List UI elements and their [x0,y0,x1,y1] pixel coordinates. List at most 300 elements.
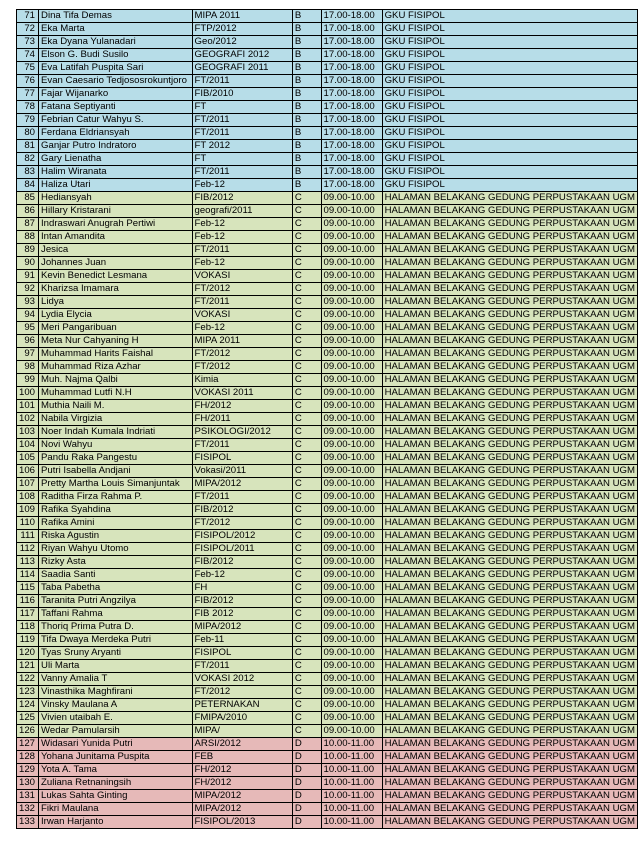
location-cell: GKU FISIPOL [382,179,637,192]
row-number-cell: 118 [17,621,39,634]
group-cell: B [292,101,321,114]
row-number-cell: 82 [17,153,39,166]
table-row [17,101,638,114]
group-cell: C [292,231,321,244]
location-cell: HALAMAN BELAKANG GEDUNG PERPUSTAKAAN UGM [382,803,637,816]
row-number-cell: 91 [17,270,39,283]
row-number-cell: 111 [17,530,39,543]
time-cell: 10.00-11.00 [321,738,382,751]
group-cell: C [292,465,321,478]
faculty-year-cell: FT 2012 [192,140,292,153]
faculty-year-cell: VOKASI 2011 [192,387,292,400]
table-row [17,413,638,426]
group-cell: B [292,114,321,127]
location-cell: HALAMAN BELAKANG GEDUNG PERPUSTAKAAN UGM [382,790,637,803]
group-cell: C [292,439,321,452]
row-number-cell: 106 [17,465,39,478]
time-cell: 09.00-10.00 [321,257,382,270]
location-cell: HALAMAN BELAKANG GEDUNG PERPUSTAKAAN UGM [382,595,637,608]
participant-table [16,9,638,829]
name-cell: Hillary Kristarani [39,205,193,218]
time-cell: 09.00-10.00 [321,296,382,309]
name-cell: Ganjar Putro Indratoro [39,140,193,153]
time-cell: 09.00-10.00 [321,426,382,439]
time-cell: 10.00-11.00 [321,816,382,829]
group-cell: D [292,764,321,777]
location-cell: GKU FISIPOL [382,166,637,179]
faculty-year-cell: ARSI/2012 [192,738,292,751]
time-cell: 09.00-10.00 [321,491,382,504]
time-cell: 17.00-18.00 [321,75,382,88]
name-cell: Rafika Amini [39,517,193,530]
name-cell: Fajar Wijanarko [39,88,193,101]
row-number-cell: 80 [17,127,39,140]
location-cell: HALAMAN BELAKANG GEDUNG PERPUSTAKAAN UGM [382,530,637,543]
location-cell: HALAMAN BELAKANG GEDUNG PERPUSTAKAAN UGM [382,361,637,374]
table-row [17,387,638,400]
row-number-cell: 112 [17,543,39,556]
location-cell: GKU FISIPOL [382,75,637,88]
table-row [17,296,638,309]
faculty-year-cell: Feb-12 [192,231,292,244]
group-cell: C [292,452,321,465]
group-cell: C [292,647,321,660]
location-cell: HALAMAN BELAKANG GEDUNG PERPUSTAKAAN UGM [382,738,637,751]
location-cell: HALAMAN BELAKANG GEDUNG PERPUSTAKAAN UGM [382,296,637,309]
row-number-cell: 125 [17,712,39,725]
table-row [17,660,638,673]
location-cell: HALAMAN BELAKANG GEDUNG PERPUSTAKAAN UGM [382,231,637,244]
location-cell: HALAMAN BELAKANG GEDUNG PERPUSTAKAAN UGM [382,374,637,387]
name-cell: Lidya [39,296,193,309]
location-cell: HALAMAN BELAKANG GEDUNG PERPUSTAKAAN UGM [382,673,637,686]
row-number-cell: 110 [17,517,39,530]
row-number-cell: 130 [17,777,39,790]
table-row [17,23,638,36]
table-row [17,816,638,829]
location-cell: HALAMAN BELAKANG GEDUNG PERPUSTAKAAN UGM [382,205,637,218]
faculty-year-cell: Feb-12 [192,322,292,335]
time-cell: 09.00-10.00 [321,647,382,660]
table-row [17,231,638,244]
table-row [17,179,638,192]
group-cell: B [292,23,321,36]
location-cell: HALAMAN BELAKANG GEDUNG PERPUSTAKAAN UGM [382,192,637,205]
group-cell: C [292,257,321,270]
group-cell: C [292,530,321,543]
name-cell: Taffani Rahma [39,608,193,621]
group-cell: D [292,751,321,764]
name-cell: Intan Amandita [39,231,193,244]
row-number-cell: 84 [17,179,39,192]
group-cell: C [292,712,321,725]
group-cell: C [292,608,321,621]
time-cell: 09.00-10.00 [321,374,382,387]
time-cell: 10.00-11.00 [321,764,382,777]
faculty-year-cell: FIB/2012 [192,556,292,569]
faculty-year-cell: FT/2011 [192,491,292,504]
row-number-cell: 88 [17,231,39,244]
location-cell: HALAMAN BELAKANG GEDUNG PERPUSTAKAAN UGM [382,426,637,439]
faculty-year-cell: FT/2011 [192,166,292,179]
location-cell: HALAMAN BELAKANG GEDUNG PERPUSTAKAAN UGM [382,517,637,530]
group-cell: B [292,49,321,62]
faculty-year-cell: Feb-12 [192,257,292,270]
time-cell: 10.00-11.00 [321,777,382,790]
group-cell: B [292,36,321,49]
name-cell: Kevin Benedict Lesmana [39,270,193,283]
faculty-year-cell: VOKASI 2012 [192,673,292,686]
location-cell: HALAMAN BELAKANG GEDUNG PERPUSTAKAAN UGM [382,452,637,465]
group-cell: C [292,569,321,582]
faculty-year-cell: FT/2011 [192,439,292,452]
time-cell: 09.00-10.00 [321,673,382,686]
table-row [17,530,638,543]
row-number-cell: 79 [17,114,39,127]
name-cell: Muh. Najma Qalbi [39,374,193,387]
faculty-year-cell: VOKASI [192,309,292,322]
row-number-cell: 107 [17,478,39,491]
table-row [17,36,638,49]
location-cell: GKU FISIPOL [382,88,637,101]
location-cell: HALAMAN BELAKANG GEDUNG PERPUSTAKAAN UGM [382,244,637,257]
time-cell: 17.00-18.00 [321,10,382,23]
faculty-year-cell: MIPA/2012 [192,478,292,491]
row-number-cell: 128 [17,751,39,764]
time-cell: 09.00-10.00 [321,283,382,296]
faculty-year-cell: FT/2011 [192,127,292,140]
location-cell: HALAMAN BELAKANG GEDUNG PERPUSTAKAAN UGM [382,283,637,296]
time-cell: 09.00-10.00 [321,335,382,348]
name-cell: Vinsky Maulana A [39,699,193,712]
row-number-cell: 98 [17,361,39,374]
faculty-year-cell: FT/2012 [192,517,292,530]
name-cell: Yota A. Tama [39,764,193,777]
group-cell: C [292,244,321,257]
faculty-year-cell: GEOGRAFI 2012 [192,49,292,62]
time-cell: 09.00-10.00 [321,699,382,712]
table-row [17,751,638,764]
location-cell: HALAMAN BELAKANG GEDUNG PERPUSTAKAAN UGM [382,439,637,452]
location-cell: GKU FISIPOL [382,101,637,114]
name-cell: Johannes Juan [39,257,193,270]
faculty-year-cell: FT [192,153,292,166]
location-cell: HALAMAN BELAKANG GEDUNG PERPUSTAKAAN UGM [382,699,637,712]
table-row [17,673,638,686]
row-number-cell: 115 [17,582,39,595]
group-cell: C [292,205,321,218]
faculty-year-cell: FT/2011 [192,244,292,257]
name-cell: Novi Wahyu [39,439,193,452]
row-number-cell: 101 [17,400,39,413]
table-row [17,491,638,504]
group-cell: B [292,75,321,88]
row-number-cell: 123 [17,686,39,699]
group-cell: D [292,738,321,751]
location-cell: HALAMAN BELAKANG GEDUNG PERPUSTAKAAN UGM [382,491,637,504]
time-cell: 09.00-10.00 [321,634,382,647]
time-cell: 09.00-10.00 [321,465,382,478]
row-number-cell: 81 [17,140,39,153]
table-row [17,426,638,439]
group-cell: C [292,582,321,595]
time-cell: 17.00-18.00 [321,114,382,127]
group-cell: C [292,413,321,426]
row-number-cell: 122 [17,673,39,686]
faculty-year-cell: FT/2011 [192,75,292,88]
time-cell: 09.00-10.00 [321,218,382,231]
time-cell: 09.00-10.00 [321,400,382,413]
group-cell: C [292,309,321,322]
group-cell: C [292,504,321,517]
name-cell: Pretty Martha Louis Simanjuntak [39,478,193,491]
time-cell: 09.00-10.00 [321,322,382,335]
time-cell: 09.00-10.00 [321,413,382,426]
table-row [17,478,638,491]
group-cell: C [292,491,321,504]
row-number-cell: 74 [17,49,39,62]
faculty-year-cell: FH/2012 [192,777,292,790]
row-number-cell: 131 [17,790,39,803]
faculty-year-cell: FIB 2012 [192,608,292,621]
table-row [17,790,638,803]
faculty-year-cell: FH/2011 [192,413,292,426]
table-row [17,803,638,816]
row-number-cell: 133 [17,816,39,829]
name-cell: Muhammad Lutfi N.H [39,387,193,400]
group-cell: C [292,543,321,556]
location-cell: HALAMAN BELAKANG GEDUNG PERPUSTAKAAN UGM [382,309,637,322]
time-cell: 09.00-10.00 [321,478,382,491]
name-cell: Widasari Yunida Putri [39,738,193,751]
time-cell: 10.00-11.00 [321,751,382,764]
location-cell: GKU FISIPOL [382,127,637,140]
group-cell: B [292,140,321,153]
group-cell: B [292,153,321,166]
group-cell: B [292,62,321,75]
name-cell: Riska Agustin [39,530,193,543]
table-row [17,257,638,270]
name-cell: Haliza Utari [39,179,193,192]
time-cell: 09.00-10.00 [321,439,382,452]
location-cell: HALAMAN BELAKANG GEDUNG PERPUSTAKAAN UGM [382,556,637,569]
faculty-year-cell: MIPA/2012 [192,621,292,634]
name-cell: Muthia Naili M. [39,400,193,413]
faculty-year-cell: MIPA/2012 [192,803,292,816]
row-number-cell: 72 [17,23,39,36]
faculty-year-cell: MIPA 2011 [192,335,292,348]
location-cell: HALAMAN BELAKANG GEDUNG PERPUSTAKAAN UGM [382,634,637,647]
row-number-cell: 113 [17,556,39,569]
table-row [17,634,638,647]
row-number-cell: 132 [17,803,39,816]
location-cell: GKU FISIPOL [382,153,637,166]
group-cell: C [292,621,321,634]
name-cell: Muhammad Riza Azhar [39,361,193,374]
location-cell: GKU FISIPOL [382,114,637,127]
location-cell: HALAMAN BELAKANG GEDUNG PERPUSTAKAAN UGM [382,335,637,348]
time-cell: 17.00-18.00 [321,101,382,114]
table-row [17,205,638,218]
group-cell: C [292,660,321,673]
name-cell: Raditha Firza Rahma P. [39,491,193,504]
time-cell: 09.00-10.00 [321,452,382,465]
group-cell: C [292,361,321,374]
name-cell: Hediansyah [39,192,193,205]
time-cell: 09.00-10.00 [321,569,382,582]
table-row [17,62,638,75]
location-cell: HALAMAN BELAKANG GEDUNG PERPUSTAKAAN UGM [382,478,637,491]
table-row [17,569,638,582]
time-cell: 17.00-18.00 [321,127,382,140]
row-number-cell: 73 [17,36,39,49]
location-cell: GKU FISIPOL [382,62,637,75]
group-cell: C [292,348,321,361]
table-row [17,582,638,595]
location-cell: HALAMAN BELAKANG GEDUNG PERPUSTAKAAN UGM [382,816,637,829]
row-number-cell: 114 [17,569,39,582]
row-number-cell: 120 [17,647,39,660]
faculty-year-cell: VOKASI [192,270,292,283]
name-cell: Vinasthika Maghfirani [39,686,193,699]
time-cell: 09.00-10.00 [321,712,382,725]
name-cell: Dina Tifa Demas [39,10,193,23]
location-cell: HALAMAN BELAKANG GEDUNG PERPUSTAKAAN UGM [382,504,637,517]
time-cell: 09.00-10.00 [321,686,382,699]
table-row [17,218,638,231]
table-row [17,725,638,738]
group-cell: C [292,517,321,530]
location-cell: HALAMAN BELAKANG GEDUNG PERPUSTAKAAN UGM [382,543,637,556]
name-cell: Halim Wiranata [39,166,193,179]
group-cell: C [292,218,321,231]
time-cell: 09.00-10.00 [321,270,382,283]
time-cell: 10.00-11.00 [321,790,382,803]
table-row [17,374,638,387]
time-cell: 09.00-10.00 [321,595,382,608]
participant-table-body [17,10,638,829]
row-number-cell: 96 [17,335,39,348]
table-row [17,10,638,23]
table-row [17,439,638,452]
location-cell: HALAMAN BELAKANG GEDUNG PERPUSTAKAAN UGM [382,764,637,777]
location-cell: GKU FISIPOL [382,140,637,153]
row-number-cell: 102 [17,413,39,426]
table-row [17,75,638,88]
location-cell: HALAMAN BELAKANG GEDUNG PERPUSTAKAAN UGM [382,777,637,790]
location-cell: HALAMAN BELAKANG GEDUNG PERPUSTAKAAN UGM [382,582,637,595]
row-number-cell: 75 [17,62,39,75]
name-cell: Nabila Virgizia [39,413,193,426]
group-cell: D [292,816,321,829]
faculty-year-cell: FT/2011 [192,114,292,127]
name-cell: Lukas Sahta Ginting [39,790,193,803]
table-row [17,465,638,478]
table-row [17,166,638,179]
name-cell: Vivien utaibah E. [39,712,193,725]
time-cell: 09.00-10.00 [321,387,382,400]
group-cell: C [292,283,321,296]
row-number-cell: 76 [17,75,39,88]
name-cell: Rafika Syahdina [39,504,193,517]
time-cell: 17.00-18.00 [321,88,382,101]
faculty-year-cell: FT/2012 [192,686,292,699]
row-number-cell: 92 [17,283,39,296]
faculty-year-cell: FT/2012 [192,361,292,374]
name-cell: Saadia Santi [39,569,193,582]
faculty-year-cell: FH/2012 [192,400,292,413]
name-cell: Elson G. Budi Susilo [39,49,193,62]
table-row [17,543,638,556]
group-cell: C [292,335,321,348]
time-cell: 17.00-18.00 [321,62,382,75]
time-cell: 09.00-10.00 [321,192,382,205]
name-cell: Fatana Septiyanti [39,101,193,114]
row-number-cell: 108 [17,491,39,504]
location-cell: GKU FISIPOL [382,23,637,36]
row-number-cell: 119 [17,634,39,647]
time-cell: 09.00-10.00 [321,504,382,517]
faculty-year-cell: FIB/2012 [192,192,292,205]
name-cell: Zuliana Retnaningsih [39,777,193,790]
table-row [17,504,638,517]
location-cell: HALAMAN BELAKANG GEDUNG PERPUSTAKAAN UGM [382,270,637,283]
faculty-year-cell: MIPA/2012 [192,790,292,803]
time-cell: 09.00-10.00 [321,621,382,634]
row-number-cell: 87 [17,218,39,231]
row-number-cell: 71 [17,10,39,23]
faculty-year-cell: FIB/2012 [192,595,292,608]
faculty-year-cell: FMIPA/2010 [192,712,292,725]
row-number-cell: 117 [17,608,39,621]
name-cell: Irwan Harjanto [39,816,193,829]
group-cell: C [292,595,321,608]
time-cell: 17.00-18.00 [321,36,382,49]
faculty-year-cell: FIB/2012 [192,504,292,517]
name-cell: Meta Nur Cahyaning H [39,335,193,348]
time-cell: 09.00-10.00 [321,309,382,322]
location-cell: GKU FISIPOL [382,10,637,23]
time-cell: 09.00-10.00 [321,348,382,361]
row-number-cell: 83 [17,166,39,179]
row-number-cell: 99 [17,374,39,387]
faculty-year-cell: geografi/2011 [192,205,292,218]
group-cell: C [292,426,321,439]
location-cell: GKU FISIPOL [382,49,637,62]
location-cell: HALAMAN BELAKANG GEDUNG PERPUSTAKAAN UGM [382,465,637,478]
table-row [17,244,638,257]
group-cell: B [292,88,321,101]
group-cell: C [292,387,321,400]
name-cell: Fikri Maulana [39,803,193,816]
group-cell: C [292,556,321,569]
table-row [17,686,638,699]
group-cell: C [292,634,321,647]
name-cell: Riyan Wahyu Utomo [39,543,193,556]
name-cell: Evan Caesario Tedjososrokuntjoro [39,75,193,88]
row-number-cell: 121 [17,660,39,673]
name-cell: Muhammad Harits Faishal [39,348,193,361]
table-row [17,400,638,413]
table-row [17,595,638,608]
group-cell: C [292,725,321,738]
group-cell: C [292,374,321,387]
name-cell: Kharizsa Imamara [39,283,193,296]
faculty-year-cell: FT/2012 [192,283,292,296]
location-cell: HALAMAN BELAKANG GEDUNG PERPUSTAKAAN UGM [382,387,637,400]
faculty-year-cell: FEB [192,751,292,764]
location-cell: HALAMAN BELAKANG GEDUNG PERPUSTAKAAN UGM [382,348,637,361]
